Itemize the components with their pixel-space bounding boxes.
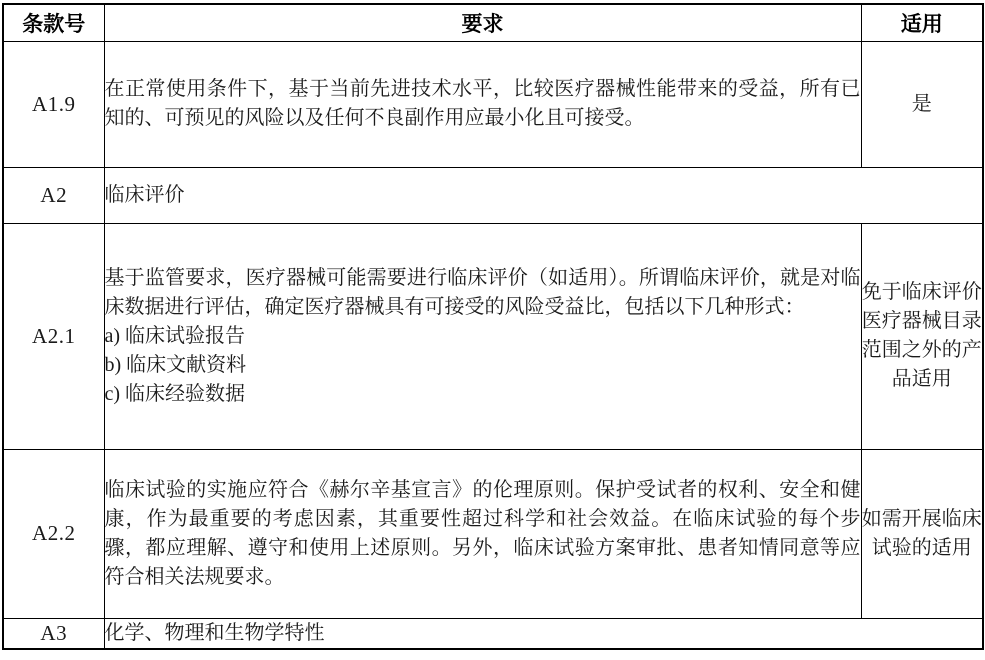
col-header-clause: 条款号 <box>3 4 104 41</box>
clause-cell: A1.9 <box>3 41 104 167</box>
requirement-line: a) 临床试验报告 <box>104 324 246 347</box>
applicable-cell: 如需开展临床试验的适用 <box>861 449 983 618</box>
applicable-cell: 是 <box>861 41 983 167</box>
requirement-line: 基于监管要求，医疗器械可能需要进行临床评价（如适用）。所谓临床评价，就是对临床数据进行评估，确定医疗器械具有可接受的风险受益比，包括以下几种形式： <box>104 266 861 318</box>
header-row <box>3 4 983 41</box>
clause-cell: A3 <box>3 618 104 649</box>
clause-cell: A2.1 <box>3 223 104 449</box>
applicable-cell: 免于临床评价医疗器械目录范围之外的产品适用 <box>861 223 983 449</box>
col-header-applicable: 适用 <box>861 4 983 41</box>
table-row-a1-9 <box>3 41 983 167</box>
requirement-cell-merged: 化学、物理和生物学特性 <box>104 618 983 649</box>
table-row-a3 <box>3 618 983 649</box>
requirement-cell: 在正常使用条件下，基于当前先进技术水平，比较医疗器械性能带来的受益，所有已知的、可预见的风险以及任何不良副作用应最小化且可接受。 <box>104 41 861 167</box>
clause-cell: A2.2 <box>3 449 104 618</box>
requirement-line: b) 临床文献资料 <box>104 353 247 376</box>
table-row-a2-1 <box>3 223 983 449</box>
requirement-cell <box>104 223 861 449</box>
requirement-cell-merged: 临床评价 <box>104 167 983 223</box>
requirement-cell: 临床试验的实施应符合《赫尔辛基宣言》的伦理原则。保护受试者的权利、安全和健康，作为最重要的考虑因素，其重要性超过科学和社会效益。在临床试验的每个步骤，都应理解、遵守和使用上述原则。另外，临床试验方案审批、患者知情同意等应符合相关法规要求。 <box>104 449 861 618</box>
requirement-line: c) 临床经验数据 <box>104 382 246 405</box>
requirements-table <box>2 3 984 650</box>
table-row-a2-2 <box>3 449 983 618</box>
col-header-requirement: 要求 <box>104 4 861 41</box>
table-row-a2 <box>3 167 983 223</box>
clause-cell: A2 <box>3 167 104 223</box>
